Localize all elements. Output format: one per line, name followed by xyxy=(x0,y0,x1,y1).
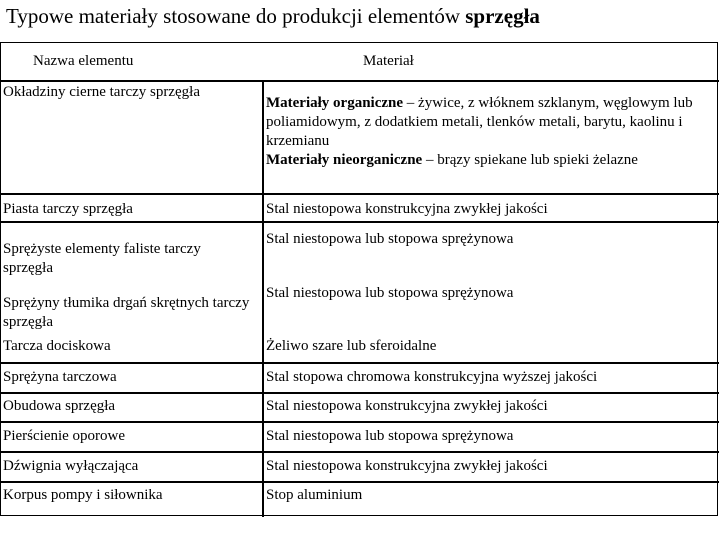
row-1-material: Materiały organiczne – żywice, z włóknem szklanym, węglowym lub poliamidowym, z dodatkiem metali, tlenków metali, barytu, kaolinu i krzemianu Materiały nieorganiczne – brązy spiekane lub spieki żelazne xyxy=(266,95,693,168)
row-divider xyxy=(1,362,719,364)
row-7-element: Obudowa sprzęgła xyxy=(3,398,116,414)
row-8-material: Stal niestopowa lub stopowa sprężynowa xyxy=(266,428,514,444)
row-divider xyxy=(1,193,719,195)
materials-table xyxy=(0,42,718,516)
row-5-element: Tarcza dociskowa xyxy=(3,338,111,354)
row-6-material: Stal stopowa chromowa konstrukcyjna wyższej jakości xyxy=(266,369,598,385)
row-1-element: Okładziny cierne tarczy sprzęgła xyxy=(3,84,200,100)
row-10-element: Korpus pompy i siłownika xyxy=(3,487,163,503)
row-9-element: Dźwignia wyłączająca xyxy=(3,458,139,474)
header-divider xyxy=(1,80,719,82)
header-element: Nazwa elementu xyxy=(33,53,134,69)
title-bold-word: sprzęgła xyxy=(465,4,540,28)
row-divider xyxy=(1,481,719,483)
row-4-element: Sprężyny tłumika drgań skrętnych tarczy sprzęgła xyxy=(3,295,250,330)
row-divider xyxy=(1,392,719,394)
row-6-element: Sprężyna tarczowa xyxy=(3,369,117,385)
row-divider xyxy=(1,451,719,453)
header-material: Materiał xyxy=(363,53,414,69)
row-5-material: Żeliwo szare lub sferoidalne xyxy=(266,338,437,354)
row-4-material: Stal niestopowa lub stopowa sprężynowa xyxy=(266,285,514,301)
row-3-material: Stal niestopowa lub stopowa sprężynowa xyxy=(266,231,514,247)
row-2-material: Stal niestopowa konstrukcyjna zwykłej jakości xyxy=(266,201,548,217)
row-divider xyxy=(1,421,719,423)
row-8-element: Pierścienie oporowe xyxy=(3,428,126,444)
row-7-material: Stal niestopowa konstrukcyjna zwykłej jakości xyxy=(266,398,548,414)
page-title: Typowe materiały stosowane do produkcji elementów sprzęgła xyxy=(6,4,540,28)
row-10-material: Stop aluminium xyxy=(266,487,363,503)
row-divider xyxy=(1,221,719,223)
row-9-material: Stal niestopowa konstrukcyjna zwykłej jakości xyxy=(266,458,548,474)
row-2-element: Piasta tarczy sprzęgła xyxy=(3,201,133,217)
row-3-element: Sprężyste elementy faliste tarczy sprzęgła xyxy=(3,241,201,276)
